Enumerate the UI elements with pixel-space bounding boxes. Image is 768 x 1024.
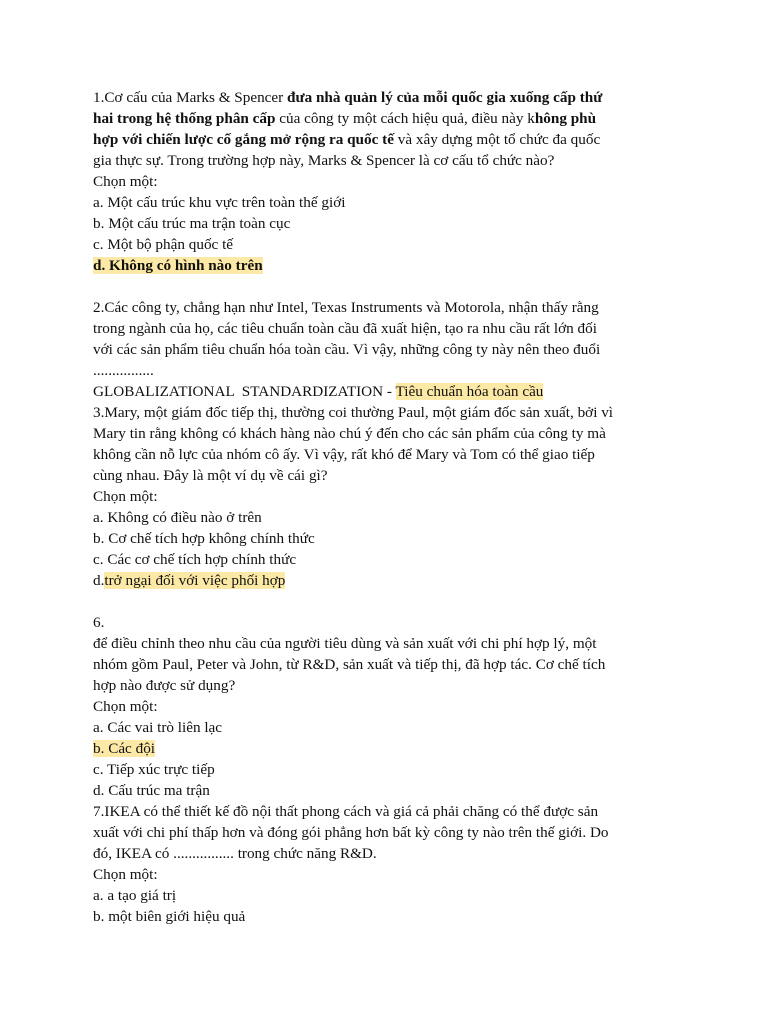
q3-line-1: 3.Mary, một giám đốc tiếp thị, thường coi thường Paul, một giám đốc sản xuất, bởi vì xyxy=(93,404,614,421)
q7-option-a: a. a tạo giá trị xyxy=(93,887,177,904)
q1-option-a: a. Một cấu trúc khu vực trên toàn thế giới xyxy=(93,194,346,211)
document-content xyxy=(93,87,675,927)
q2-answer xyxy=(93,381,675,402)
q7-line-1: 7.IKEA có thể thiết kế đồ nội thất phong cách và giá cả phải chăng có thể được sản xyxy=(93,803,599,820)
q6-option-a: a. Các vai trò liên lạc xyxy=(93,719,223,736)
q2-line-1: 2.Các công ty, chẳng hạn như Intel, Texas Instruments và Motorola, nhận thấy rằng xyxy=(93,299,599,316)
q6-option-d: d. Cấu trúc ma trận xyxy=(93,782,210,799)
q6-line-1: để điều chỉnh theo nhu cầu của người tiêu dùng và sản xuất với chi phí hợp lý, một xyxy=(93,635,597,652)
q3-option-d-prefix: d. xyxy=(93,572,105,589)
q6-line-3: hợp nào được sử dụng? xyxy=(93,677,236,694)
q3-option-c: c. Các cơ chế tích hợp chính thức xyxy=(93,551,297,568)
q7-line-2: xuất với chi phí thấp hơn và đóng gói phẳng hơn bất kỳ công ty nào trên thế giới. Do xyxy=(93,824,609,841)
q1-choose-label: Chọn một: xyxy=(93,173,158,190)
q1-bold-text: hai trong hệ thống phân cấp xyxy=(93,110,276,127)
q3-answer-highlight: trở ngại đối với việc phối hợp xyxy=(104,572,286,589)
q3-option-a: a. Không có điều nào ở trên xyxy=(93,509,262,526)
q6-option-b xyxy=(93,738,675,759)
q1-line-4: gia thực sự. Trong trường hợp này, Marks & Spencer là cơ cấu tổ chức nào? xyxy=(93,152,555,169)
q1-text: của công ty một cách hiệu quả, điều này k xyxy=(275,110,535,127)
q7-choose-label: Chọn một: xyxy=(93,866,158,883)
q2-answer-highlight: Tiêu chuẩn hóa toàn cầu xyxy=(395,383,544,400)
q2-line-3: với các sản phẩm tiêu chuẩn hóa toàn cầu. Vì vậy, những công ty này nên theo đuổi xyxy=(93,341,601,358)
q1-line-2 xyxy=(93,108,675,129)
q3-line-4: cùng nhau. Đây là một ví dụ về cái gì? xyxy=(93,467,328,484)
q1-text: và xây dựng một tổ chức đa quốc xyxy=(393,131,601,148)
q1-option-d xyxy=(93,255,675,276)
q1-text: 1.Cơ cấu của Marks & Spencer xyxy=(93,89,288,106)
q7-line-3: đó, IKEA có ................ trong chức năng R&D. xyxy=(93,845,377,862)
q2-line-4: ................ xyxy=(93,362,154,379)
q7-option-b: b. một biên giới hiệu quả xyxy=(93,908,246,925)
q6-answer-highlight: b. Các đội xyxy=(93,740,156,757)
q1-line-3 xyxy=(93,129,675,150)
q2-answer-en: GLOBALIZATIONAL STANDARDIZATION - xyxy=(93,383,396,400)
q1-option-c: c. Một bộ phận quốc tế xyxy=(93,236,234,253)
q6-choose-label: Chọn một: xyxy=(93,698,158,715)
q3-choose-label: Chọn một: xyxy=(93,488,158,505)
q1-bold-text: hợp với chiến lược cố gắng mở rộng ra quốc tế xyxy=(93,131,394,148)
q6-number: 6. xyxy=(93,614,105,631)
q6-option-c: c. Tiếp xúc trực tiếp xyxy=(93,761,215,778)
q2-line-2: trong ngành của họ, các tiêu chuẩn toàn cầu đã xuất hiện, tạo ra nhu cầu rất lớn đối xyxy=(93,320,597,337)
q3-option-b: b. Cơ chế tích hợp không chính thức xyxy=(93,530,315,547)
q1-option-b: b. Một cấu trúc ma trận toàn cục xyxy=(93,215,291,232)
q3-line-3: không cần nỗ lực của nhóm cô ấy. Vì vậy, rất khó để Mary và Tom có thể giao tiếp xyxy=(93,446,595,463)
q1-bold-text: đưa nhà quản lý của mỗi quốc gia xuống cấp thứ xyxy=(287,89,603,106)
q3-option-d xyxy=(93,570,675,591)
q1-answer-highlight: d. Không có hình nào trên xyxy=(93,257,263,274)
q6-line-2: nhóm gồm Paul, Peter và John, từ R&D, sản xuất và tiếp thị, đã hợp tác. Cơ chế tích xyxy=(93,656,606,673)
spacer xyxy=(93,276,675,297)
q1-line-1 xyxy=(93,87,675,108)
q1-bold-text: hông phù xyxy=(534,110,597,127)
spacer xyxy=(93,591,675,612)
q3-line-2: Mary tin rằng không có khách hàng nào chú ý đến cho các sản phẩm của công ty mà xyxy=(93,425,606,442)
